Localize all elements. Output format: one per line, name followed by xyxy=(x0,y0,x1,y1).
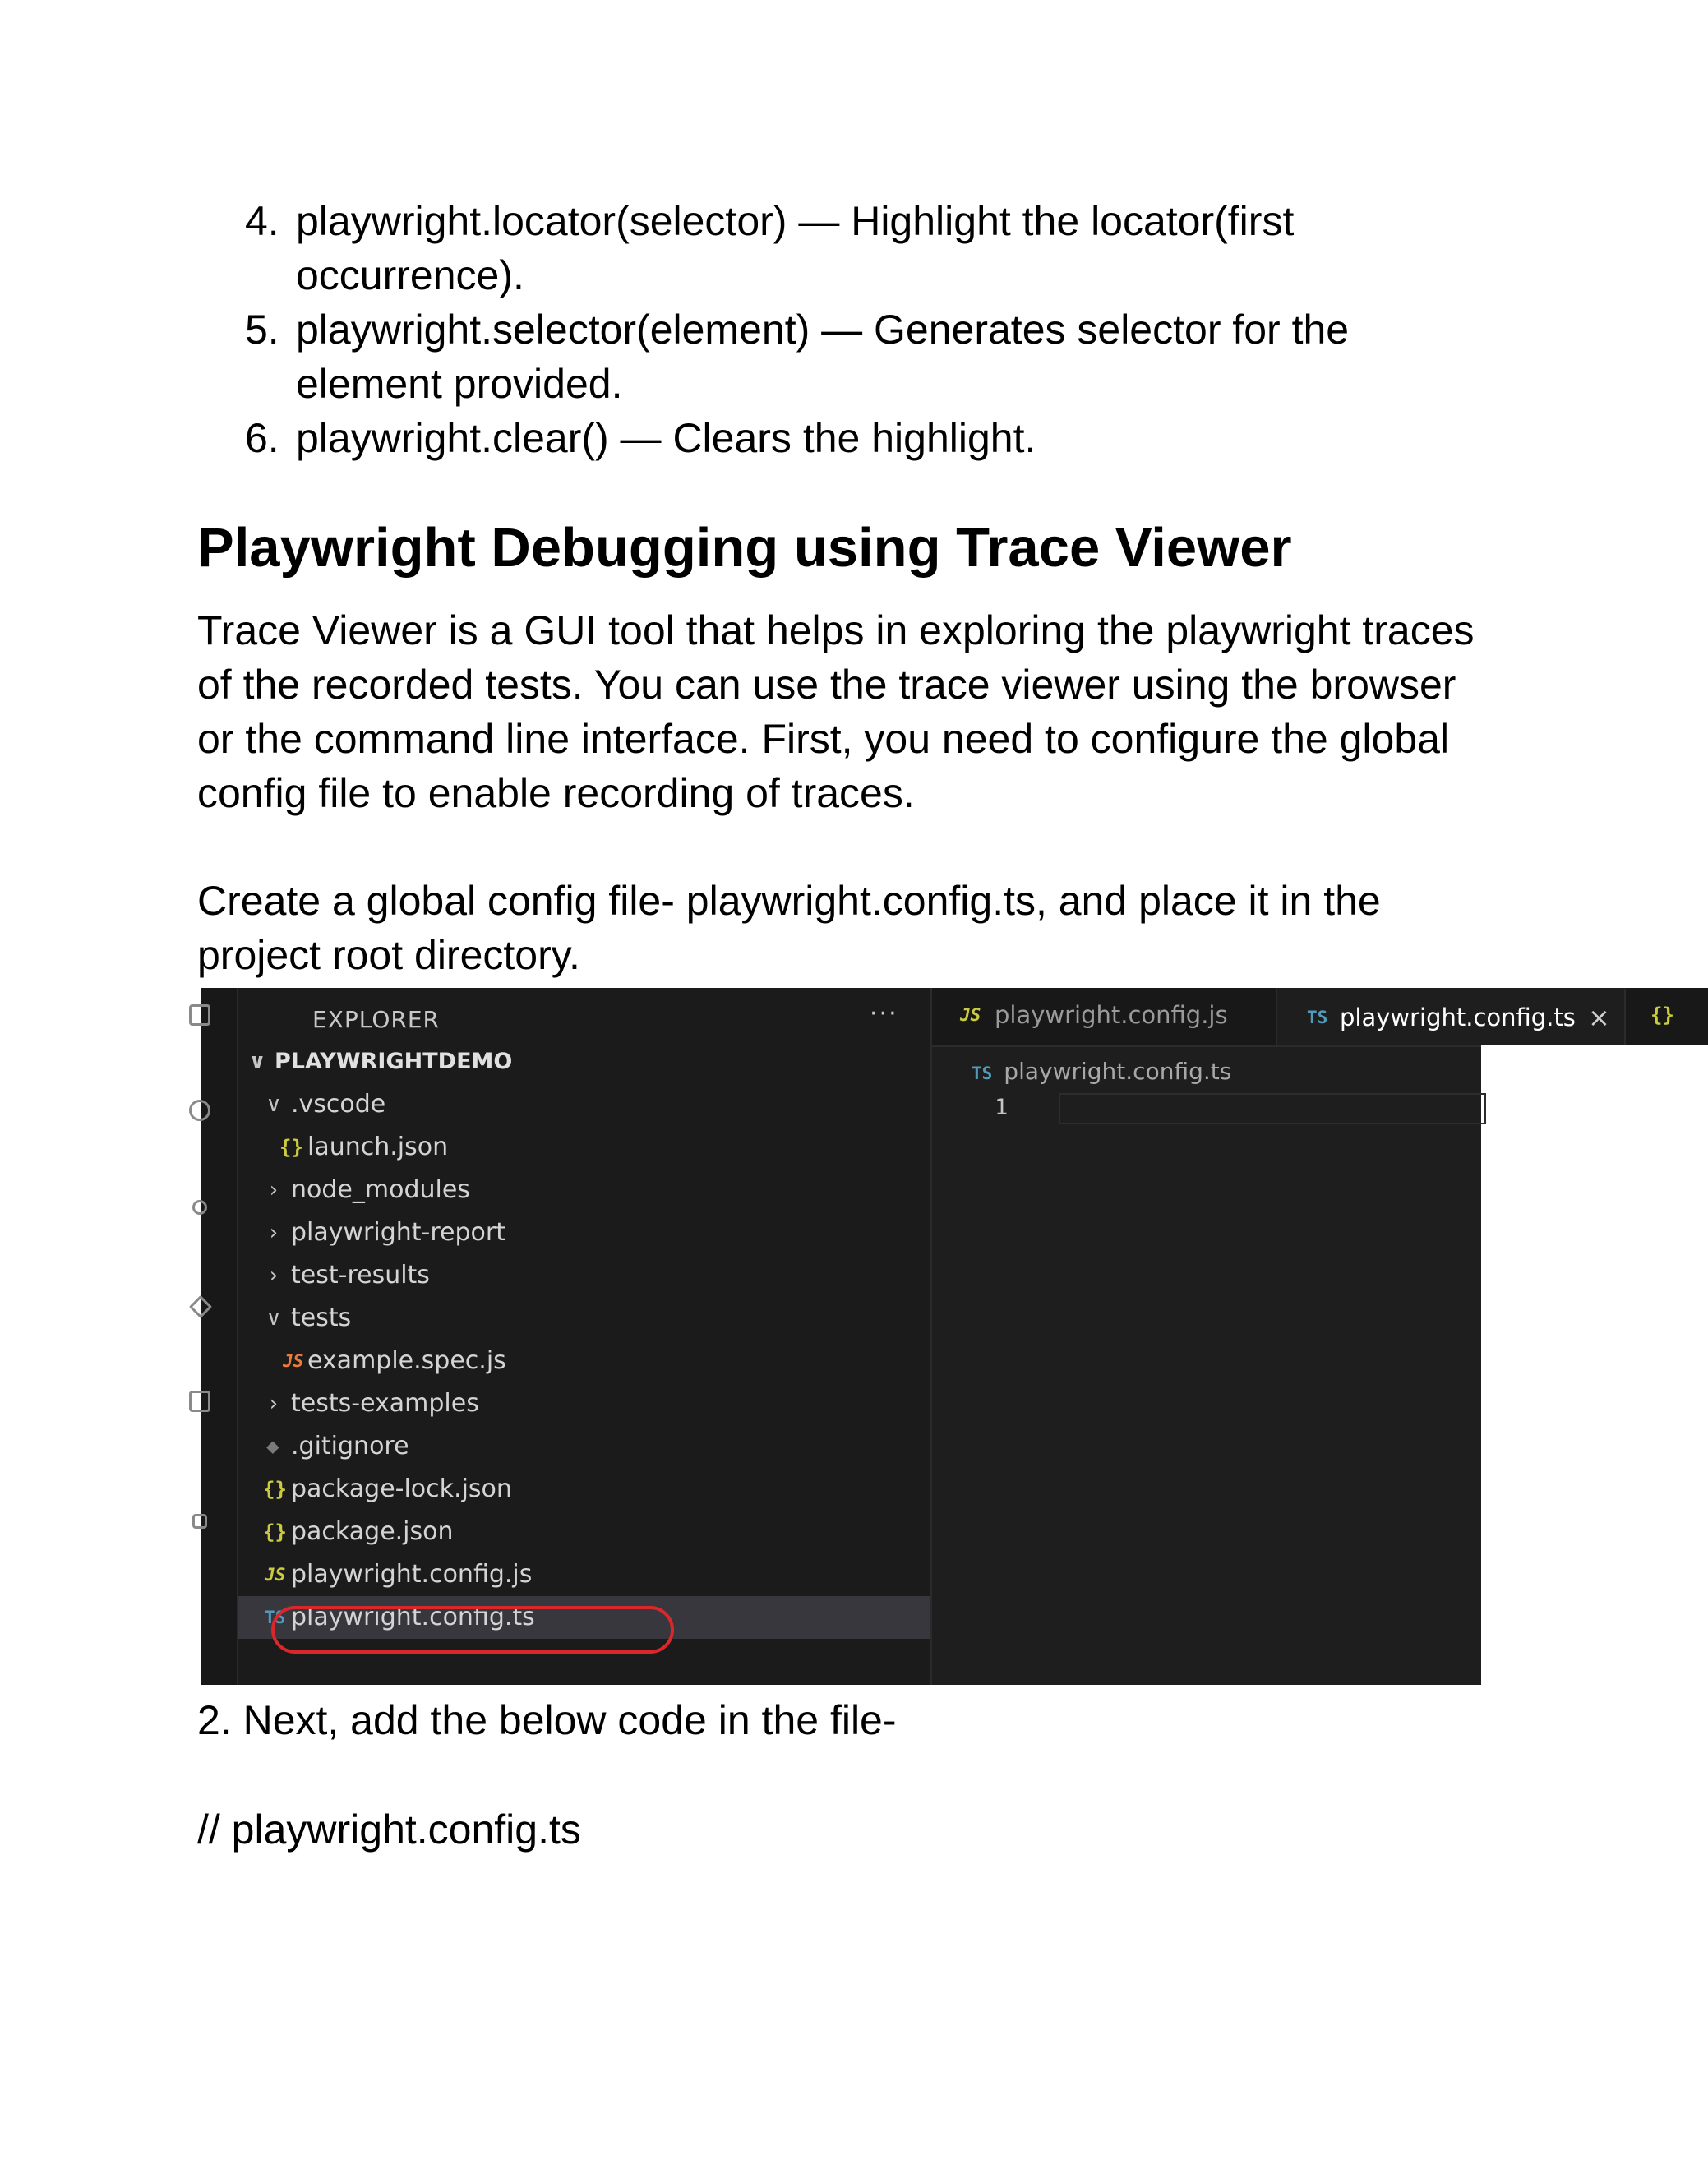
tree-item-label: test-results xyxy=(291,1261,430,1290)
tree-folder-node-modules[interactable] xyxy=(238,1169,930,1211)
ts-file-icon: TS xyxy=(972,1064,993,1083)
activity-bar xyxy=(201,988,238,1685)
source-control-icon[interactable] xyxy=(192,1200,207,1215)
ts-file-icon: TS xyxy=(265,1608,286,1627)
more-actions-icon[interactable]: ··· xyxy=(870,999,898,1028)
tree-folder-playwrightdemo[interactable] xyxy=(238,1041,930,1083)
tab-label: playwright.config.js xyxy=(995,1001,1228,1029)
paragraph-next-step: 2. Next, add the below code in the file- xyxy=(197,1697,897,1743)
tree-file-example-spec-js[interactable] xyxy=(238,1340,930,1382)
tree-item-label: tests-examples xyxy=(291,1389,479,1418)
tree-folder-playwright-report[interactable] xyxy=(238,1211,930,1254)
tree-item-label: .gitignore xyxy=(291,1432,409,1460)
breadcrumb-label: playwright.config.ts xyxy=(1004,1058,1232,1085)
json-file-icon: {} xyxy=(279,1136,303,1159)
list-text: occurrence). xyxy=(296,252,524,298)
tree-folder-vscode[interactable] xyxy=(238,1083,930,1126)
tree-item-label: .vscode xyxy=(291,1090,386,1119)
tree-file-package-json[interactable] xyxy=(238,1511,930,1553)
tab-playwright-config-js[interactable] xyxy=(932,988,1277,1045)
tab-json-file[interactable] xyxy=(1626,988,1708,1045)
highlight-annotation xyxy=(271,1606,674,1654)
list-number: 4. xyxy=(245,198,279,244)
json-file-icon: {} xyxy=(1650,1004,1674,1027)
js-file-icon: JS xyxy=(283,1351,304,1371)
tree-item-label: package-lock.json xyxy=(291,1474,512,1503)
vscode-screenshot xyxy=(201,988,1674,1685)
tree-file-playwright-config-js[interactable] xyxy=(238,1553,930,1596)
tree-item-label: tests xyxy=(291,1304,352,1332)
tree-folder-tests[interactable] xyxy=(238,1297,930,1340)
extensions-icon[interactable] xyxy=(189,1391,210,1412)
tree-file-package-lock-json[interactable] xyxy=(238,1468,930,1511)
tab-bar xyxy=(932,988,1674,1047)
testing-icon[interactable] xyxy=(192,1514,207,1529)
paragraph-intro xyxy=(197,603,1496,820)
js-file-icon: JS xyxy=(960,1005,981,1025)
paragraph-create-config xyxy=(197,874,1496,982)
js-file-icon: JS xyxy=(265,1565,286,1585)
chevron-right-icon: › xyxy=(269,1391,279,1416)
json-file-icon: {} xyxy=(263,1478,287,1501)
list-text: playwright.clear() — Clears the highlight. xyxy=(296,415,1036,461)
tree-item-label: launch.json xyxy=(307,1133,449,1161)
git-file-icon: ◆ xyxy=(266,1434,279,1459)
paragraph-line: Trace Viewer is a GUI tool that helps in exploring the playwright traces xyxy=(197,607,1475,653)
tab-label: playwright.config.ts xyxy=(1340,1004,1576,1031)
code-editor-line[interactable] xyxy=(1059,1093,1486,1124)
search-icon[interactable] xyxy=(189,1100,210,1121)
list-item xyxy=(238,194,1471,302)
tree-item-label: package.json xyxy=(291,1517,454,1546)
breadcrumb[interactable] xyxy=(972,1054,1231,1091)
tree-file-launch-json[interactable] xyxy=(238,1126,930,1169)
tree-item-label: node_modules xyxy=(291,1175,470,1204)
list-text: playwright.selector(element) — Generates selector for the xyxy=(296,307,1350,353)
close-icon[interactable]: × xyxy=(1588,1002,1610,1033)
tree-folder-test-results[interactable] xyxy=(238,1254,930,1297)
chevron-right-icon: › xyxy=(269,1263,279,1288)
paragraph-line: config file to enable recording of traces. xyxy=(197,770,915,816)
tree-folder-tests-examples[interactable] xyxy=(238,1382,930,1425)
section-heading: Playwright Debugging using Trace Viewer xyxy=(197,517,1292,579)
explorer-sidebar xyxy=(238,988,932,1685)
tree-item-label: PLAYWRIGHTDEMO xyxy=(275,1049,513,1074)
tree-item-label: playwright.config.ts xyxy=(291,1603,535,1631)
json-file-icon: {} xyxy=(263,1520,287,1544)
line-number: 1 xyxy=(995,1095,1009,1120)
paragraph-line: or the command line interface. First, you need to configure the global xyxy=(197,716,1450,762)
explorer-title: EXPLORER xyxy=(312,1006,440,1033)
paragraph-line: project root directory. xyxy=(197,932,580,978)
list-number: 5. xyxy=(245,307,279,353)
ts-file-icon: TS xyxy=(1307,1008,1328,1027)
tab-playwright-config-ts[interactable] xyxy=(1277,988,1626,1045)
list-number: 6. xyxy=(245,415,279,461)
list-text: element provided. xyxy=(296,361,623,407)
run-debug-icon[interactable] xyxy=(189,1295,212,1318)
chevron-down-icon: ∨ xyxy=(265,1092,282,1117)
chevron-down-icon: ∨ xyxy=(265,1306,282,1331)
chevron-right-icon: › xyxy=(269,1178,279,1202)
list-text: playwright.locator(selector) — Highlight the locator(first xyxy=(296,198,1295,244)
paragraph-line: Create a global config file- playwright.config.ts, and place it in the xyxy=(197,878,1381,924)
tree-item-label: playwright-report xyxy=(291,1218,505,1247)
list-item xyxy=(238,302,1471,411)
tree-item-label: playwright.config.js xyxy=(291,1560,533,1589)
code-comment: // playwright.config.ts xyxy=(197,1807,581,1853)
numbered-list xyxy=(238,194,1471,465)
chevron-right-icon: › xyxy=(269,1221,279,1245)
paragraph-line: of the recorded tests. You can use the trace viewer using the browser xyxy=(197,662,1456,708)
editor-area xyxy=(932,988,1674,1685)
tree-item-label: example.spec.js xyxy=(307,1346,506,1375)
list-item xyxy=(238,411,1471,465)
tree-file-gitignore[interactable] xyxy=(238,1425,930,1468)
chevron-down-icon: ∨ xyxy=(248,1050,266,1074)
files-icon[interactable] xyxy=(189,1004,210,1026)
